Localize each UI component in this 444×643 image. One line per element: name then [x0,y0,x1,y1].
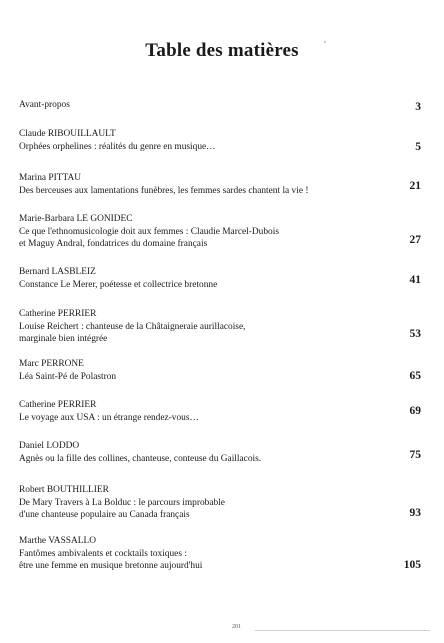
toc-entry-page-number: 41 [409,274,421,286]
toc-entry-author: Daniel LODDO [19,441,80,451]
toc-entry-title-line: marginale bien intégrée [19,334,108,344]
toc-entry [19,308,421,346]
toc-entry [19,399,421,424]
toc-entry-title-line: être une femme en musique bretonne aujourd'hui [19,561,203,571]
toc-entry-page-number: 53 [409,328,421,340]
page-footer [0,624,444,636]
toc-entry-title-line: Avant-propos [19,100,70,110]
toc-entry-author: Marc PERRONE [19,359,84,369]
toc-entry-title-line: d'une chanteuse populaire au Canada français [19,510,190,520]
toc-entry-author: Catherine PERRIER [19,309,97,319]
toc-entry-author: Bernard LASBLEIZ [19,267,96,277]
toc-entry-author: Catherine PERRIER [19,400,97,410]
toc-entry-title-line: Des berceuses aux lamentations funèbres, les femmes sardes chantent la vie ! [19,185,309,196]
toc-entry-author: Robert BOUTHILLIER [19,485,109,495]
page-title: Table des matières [145,40,299,61]
toc-entry-title-line: et Maguy Andral, fondatrices du domaine français [19,239,208,249]
toc-entry-author: Marie-Barbara LE GONIDEC [19,214,133,224]
toc-entry-title-line: Orphées orphelines : réalités du genre en musique… [19,141,216,152]
toc-entry-title-line: Constance Le Merer, poétesse et collectrice bretonne [19,279,218,290]
toc-entry-page-number: 69 [409,405,421,417]
toc-entry [19,128,421,153]
speck [324,41,326,43]
toc-entry-page-number: 75 [409,449,421,461]
toc-entry-page-number: 65 [409,370,421,382]
toc-entry-title-line: Fantômes ambivalents et cocktails toxiques : [19,548,187,559]
toc-entry [19,440,421,465]
toc-entry-title-line: Louise Reichert : chanteuse de la Châtaigneraie aurillacoise, [19,321,246,332]
toc-entry-page-number: 3 [415,101,421,113]
footer-rule [255,630,430,631]
toc-entry-page-number: 27 [409,234,421,246]
toc-entry-title-line: Agnès ou la fille des collines, chanteuse, conteuse du Gaillacois. [19,453,262,464]
toc-entry-page-number: 5 [415,141,421,153]
toc-entry [19,213,421,251]
toc-entry [19,358,421,383]
footer-page-number: 201 [232,624,241,630]
toc-entry [19,484,421,522]
toc-entry [19,266,421,291]
toc-entry-author: Claude RIBOUILLAULT [19,129,116,139]
toc-entry [19,535,421,573]
toc-entry [19,99,421,112]
toc-entry-author: Marina PITTAU [19,173,81,183]
toc-entry-title-line: Léa Saint-Pé de Polastron [19,371,117,382]
toc-entry-title-line: De Mary Travers à La Bolduc : le parcours improbable [19,497,225,508]
toc-entry [19,172,421,197]
toc-entry-author: Marthe VASSALLO [19,536,96,546]
toc-entry-page-number: 21 [409,180,421,192]
toc-entry-page-number: 105 [403,559,421,571]
toc-entry-page-number: 93 [409,507,421,519]
toc-entry-title-line: Ce que l'ethnomusicologie doit aux femmes : Claudie Marcel-Dubois [19,226,279,237]
toc-entry-title-line: Le voyage aux USA : un étrange rendez-vous… [19,412,199,423]
